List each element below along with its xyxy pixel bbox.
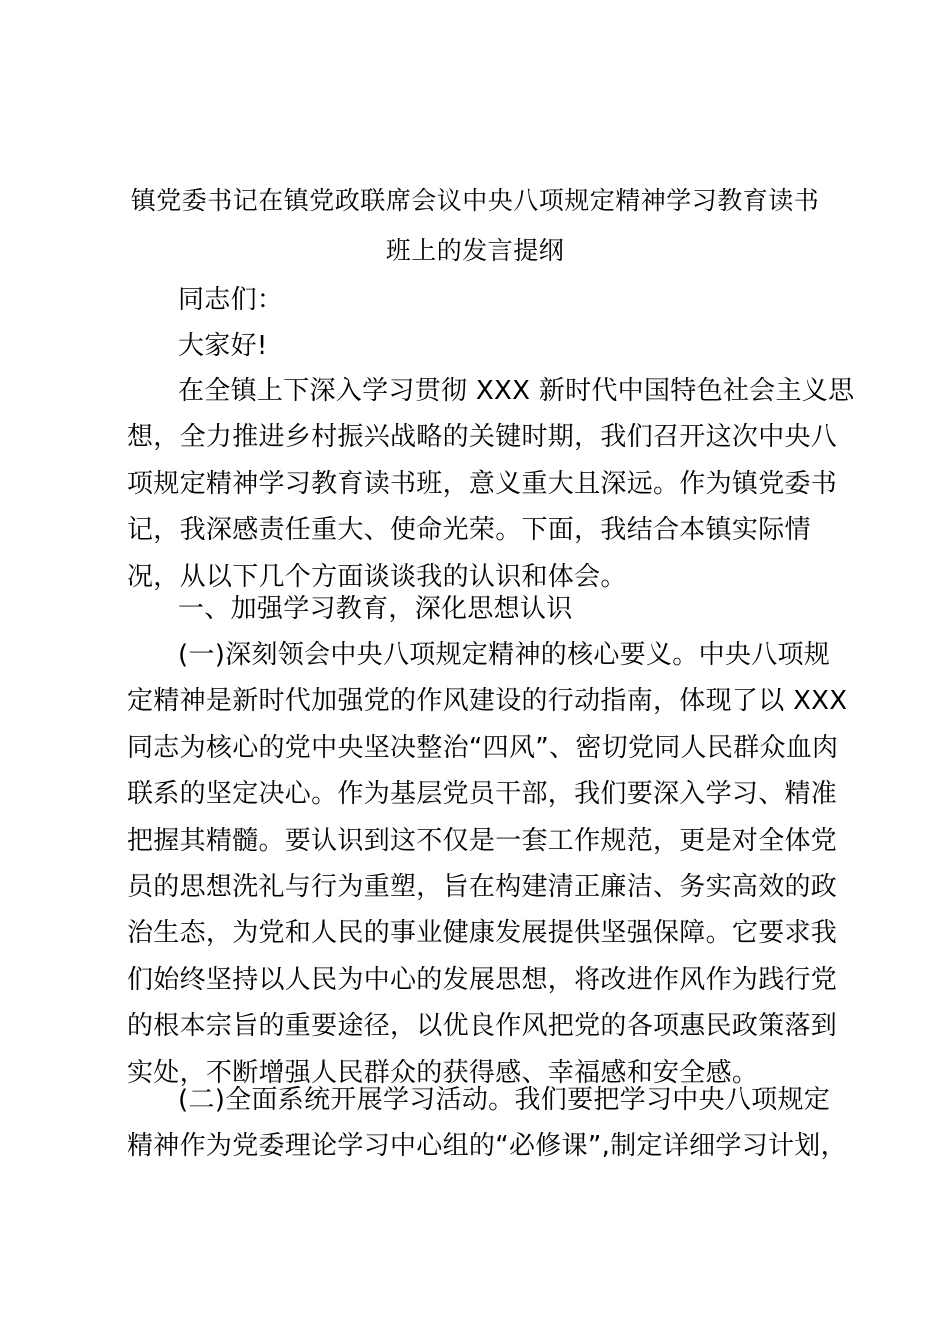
intro-paragraph bbox=[127, 368, 855, 600]
subsection-2-line: (二)全面系统开展学习活动。我们要把学习中央八项规定 bbox=[178, 1085, 831, 1115]
subsection-1-line: 实处，不断增强人民群众的获得感、幸福感和安全感。 bbox=[127, 1057, 759, 1088]
salutation bbox=[127, 277, 847, 323]
document-title-line-2: 班上的发言提纲 bbox=[385, 236, 565, 265]
subsection-1-line: 同志为核心的党中央坚决整治“四风”、密切党同人民群众血肉 bbox=[127, 732, 839, 763]
subsection-1-paragraph bbox=[127, 632, 847, 1096]
subsection-1-line: 联系的坚定决心。作为基层党员干部，我们要深入学习、精准 bbox=[127, 779, 838, 810]
subsection-1-line: (一)深刻领会中央八项规定精神的核心要义。中央八项规 bbox=[178, 640, 831, 670]
section-heading-text: 一、加强学习教育，深化思想认识 bbox=[178, 594, 573, 624]
subsection-1-line: 的根本宗旨的重要途径，以优良作风把党的各项惠民政策落到 bbox=[127, 1011, 838, 1042]
salutation-text: 同志们： bbox=[178, 285, 284, 315]
document-title-line-1: 镇党委书记在镇党政联席会议中央八项规定精神学习教育读书 bbox=[130, 186, 820, 215]
intro-line: 在全镇上下深入学习贯彻 XXX 新时代中国特色社会主义思 bbox=[178, 376, 855, 406]
subsection-1-line: 员的思想洗礼与行为重塑，旨在构建清正廉洁、务实高效的政 bbox=[127, 871, 838, 902]
subsection-2-line: 精神作为党委理论学习中心组的“必修课”,制定详细学习计划， bbox=[127, 1131, 847, 1162]
greeting-text: 大家好! bbox=[178, 331, 268, 361]
subsection-1-line: 治生态，为党和人民的事业健康发展提供坚强保障。它要求我 bbox=[127, 918, 838, 949]
subsection-1-line: 们始终坚持以人民为中心的发展思想，将改进作风作为践行党 bbox=[127, 964, 838, 995]
intro-line: 况，从以下几个方面谈谈我的认识和体会。 bbox=[127, 561, 627, 592]
greeting bbox=[127, 323, 847, 369]
section-heading bbox=[127, 586, 847, 632]
subsection-2-paragraph bbox=[127, 1077, 847, 1170]
intro-line: 记，我深感责任重大、使命光荣。下面，我结合本镇实际情 bbox=[127, 515, 811, 546]
intro-line: 想，全力推进乡村振兴战略的关键时期，我们召开这次中央八 bbox=[127, 422, 838, 453]
subsection-1-line: 定精神是新时代加强党的作风建设的行动指南，体现了以 XXX bbox=[127, 686, 848, 717]
subsection-1-line: 把握其精髓。要认识到这不仅是一套工作规范，更是对全体党 bbox=[127, 825, 838, 856]
intro-line: 项规定精神学习教育读书班，意义重大且深远。作为镇党委书 bbox=[127, 468, 838, 499]
